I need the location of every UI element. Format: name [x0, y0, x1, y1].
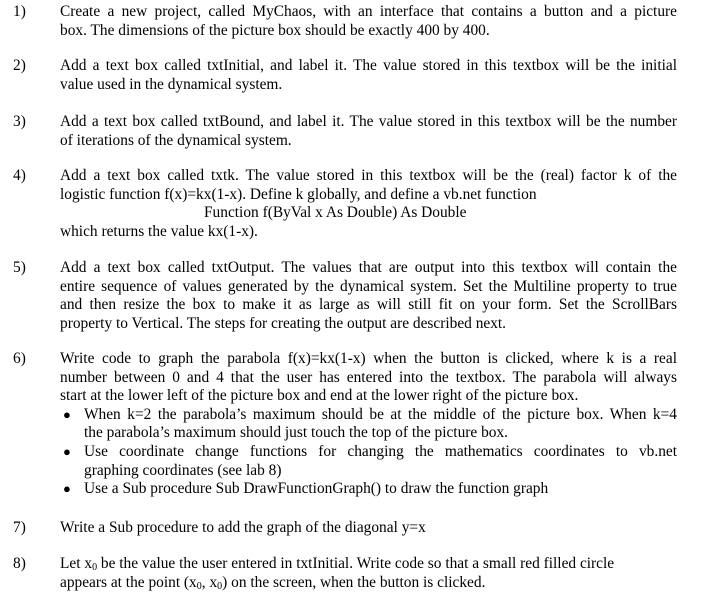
- text-line: Add a text box called txtInitial, and label it. The value stored in this textbox will be the initial: [60, 57, 677, 74]
- item-text: [60, 113, 677, 150]
- item-text: [60, 3, 677, 40]
- text-line: Use coordinate change functions for changing the mathematics coordinates to vb.net: [84, 442, 677, 460]
- item-number: 4): [13, 167, 26, 184]
- text-line: property to Vertical. The steps for creating the output are described next.: [60, 314, 507, 332]
- text-line: entire sequence of values generated by the dynamical system. Set the Multiline property to true: [60, 277, 677, 295]
- text-line: Add a text box called txtk. The value stored in this textbox will be the (real) factor k of the: [60, 167, 677, 184]
- text-line: Write a Sub procedure to add the graph of the diagonal y=x: [60, 519, 426, 536]
- text-line: graphing coordinates (see lab 8): [84, 461, 282, 479]
- text-line: [60, 574, 677, 593]
- text-fragment: be the value the user entered in txtInitial. Write code so that a small red filled circle: [97, 555, 615, 572]
- text-line: value used in the dynamical system.: [60, 75, 283, 93]
- item-text: [60, 259, 677, 333]
- text-line: box. The dimensions of the picture box should be exactly 400 by 400.: [60, 21, 490, 39]
- text-line: the parabola’s maximum should just touch the top of the picture box.: [84, 424, 509, 442]
- item-number: 7): [13, 519, 26, 536]
- text-line: of iterations of the dynamical system.: [60, 131, 292, 149]
- item-text: [60, 519, 677, 538]
- text-line: and then resize the box to make it as large as will still fit on your form. Set the ScrollBars: [60, 296, 677, 314]
- item-number: 6): [13, 350, 26, 367]
- text-fragment: Let x: [60, 555, 93, 572]
- text-fragment: , x: [201, 573, 218, 591]
- text-line: Create a new project, called MyChaos, with an interface that contains a button and a picture: [60, 3, 677, 20]
- text-line: When k=2 the parabola’s maximum should be at the middle of the picture box. When k=4: [84, 405, 677, 423]
- item-text: [60, 57, 677, 94]
- bullet-item: [60, 480, 677, 499]
- subscript: 0: [92, 562, 98, 573]
- text-fragment: appears at the point (x: [60, 573, 197, 591]
- text-line: Write code to graph the parabola f(x)=kx(1-x) when the button is clicked, where k is a real: [60, 350, 677, 367]
- text-line: start at the lower left of the picture box and end at the lower right of the picture box.: [60, 387, 579, 405]
- item-number: 8): [13, 555, 26, 572]
- text-line: logistic function f(x)=kx(1-x). Define k globally, and define a vb.net function: [60, 185, 537, 203]
- subscript: 0: [217, 580, 223, 592]
- text-fragment: ) on the screen, when the button is clicked.: [222, 573, 486, 591]
- item-text: [60, 555, 677, 592]
- text-line: Add a text box called txtBound, and label it. The value stored in this textbox will be the number: [60, 113, 677, 130]
- item-number: 1): [13, 3, 26, 20]
- text-line: number between 0 and 4 that the user has entered into the textbox. The parabola will always: [60, 368, 677, 386]
- text-line: Use a Sub procedure Sub DrawFunctionGraph() to draw the function graph: [84, 480, 549, 498]
- item-text: [60, 350, 677, 499]
- code-line: Function f(ByVal x As Double) As Double: [204, 204, 467, 222]
- item-number: 5): [13, 259, 26, 276]
- item-number: 2): [13, 57, 26, 74]
- bullet-icon: ●: [63, 406, 71, 422]
- bullet-icon: ●: [63, 481, 71, 497]
- bullet-item: [60, 406, 677, 443]
- subscript: 0: [196, 580, 202, 592]
- bullet-item: [60, 443, 677, 480]
- bullet-icon: ●: [63, 443, 71, 459]
- text-line: Add a text box called txtOutput. The values that are output into this textbox will contain the: [60, 259, 677, 276]
- item-number: 3): [13, 113, 26, 130]
- bullet-list: [60, 406, 677, 499]
- text-line: which returns the value kx(1-x).: [60, 222, 258, 240]
- text-line: [60, 555, 677, 574]
- item-text: [60, 167, 677, 241]
